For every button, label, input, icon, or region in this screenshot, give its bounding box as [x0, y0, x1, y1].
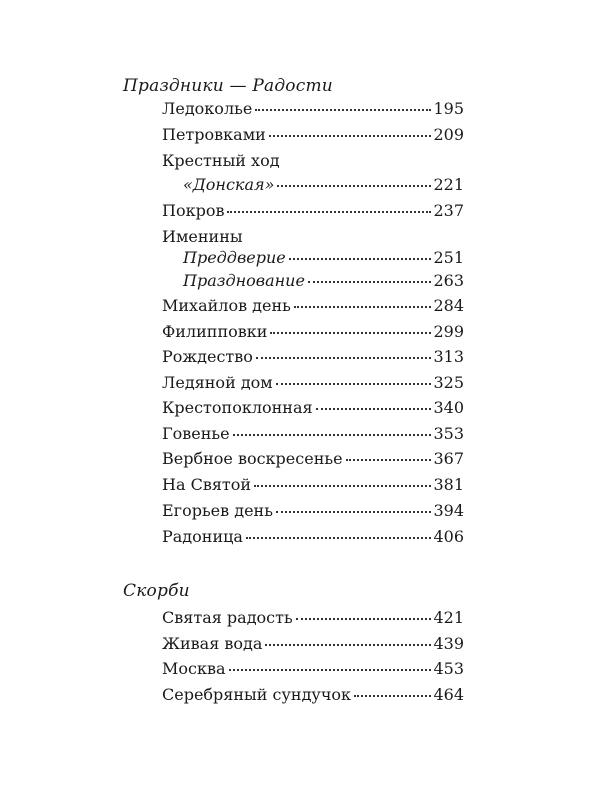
toc-entry-page: 284: [433, 296, 464, 315]
toc-entry-page: 209: [433, 125, 464, 144]
leader-dots: [308, 280, 432, 283]
toc-entry-page: 367: [433, 449, 464, 468]
toc-entry[interactable]: [162, 659, 464, 679]
toc-entry-label: Радоница: [162, 527, 243, 546]
leader-dots: [255, 108, 431, 111]
leader-dots: [256, 356, 432, 359]
toc-entry[interactable]: [162, 424, 464, 444]
toc-entry-label: Вербное воскресенье: [162, 449, 343, 468]
toc-entry-label: Михайлов день: [162, 296, 291, 315]
leader-dots: [316, 407, 432, 410]
toc-entry-label: Егорьев день: [162, 501, 273, 520]
toc-subentry[interactable]: [183, 175, 464, 195]
toc-group-heading: Крестный ход: [162, 151, 280, 170]
toc-entry-label: Рождество: [162, 347, 253, 366]
leader-dots: [277, 184, 431, 187]
leader-dots: [229, 668, 432, 671]
toc-entry-label: Живая вода: [162, 634, 263, 653]
toc-entry-label: Покров: [162, 201, 225, 220]
section-title-holidays: Праздники — Радости: [123, 76, 333, 96]
leader-dots: [296, 617, 432, 620]
leader-dots: [270, 331, 431, 334]
toc-entry-page: 340: [433, 398, 464, 417]
leader-dots: [276, 382, 432, 385]
toc-entry-label: На Святой: [162, 475, 252, 494]
toc-entry[interactable]: [162, 99, 464, 119]
toc-entry-label: Говенье: [162, 424, 230, 443]
toc-entry-page: 406: [433, 527, 464, 546]
leader-dots: [346, 458, 432, 461]
toc-entry[interactable]: [162, 201, 464, 221]
leader-dots: [354, 694, 431, 697]
toc-subentry-page: 251: [433, 248, 464, 267]
toc-entry-page: 439: [433, 634, 464, 653]
leader-dots: [227, 210, 431, 213]
leader-dots: [276, 510, 432, 513]
leader-dots: [254, 484, 431, 487]
toc-entry-label: Ледокольe: [162, 99, 253, 118]
toc-entry-page: 195: [433, 99, 464, 118]
leader-dots: [246, 536, 432, 539]
toc-entry[interactable]: [162, 608, 464, 628]
toc-entry-label: Москва: [162, 659, 226, 678]
toc-entry-label: Петровками: [162, 125, 266, 144]
leader-dots: [233, 433, 432, 436]
toc-subentry-label: Преддверие: [183, 248, 286, 267]
leader-dots: [294, 305, 432, 308]
toc-entry-page: 325: [433, 373, 464, 392]
toc-subentry[interactable]: [183, 248, 464, 268]
toc-entry-page: 421: [433, 608, 464, 627]
toc-entry-page: 313: [433, 347, 464, 366]
toc-entry[interactable]: [162, 347, 464, 367]
toc-entry-page: 299: [433, 322, 464, 341]
leader-dots: [269, 134, 432, 137]
toc-entry[interactable]: [162, 501, 464, 521]
toc-entry-label: Серебряный сундучок: [162, 685, 352, 704]
toc-entry-page: 453: [433, 659, 464, 678]
toc-entry-label: Филипповки: [162, 322, 268, 341]
toc-entry-label: Ледяной дом: [162, 373, 273, 392]
toc-entry-page: 464: [433, 685, 464, 704]
toc-entry-page: 394: [433, 501, 464, 520]
toc-subentry-page: 221: [433, 175, 464, 194]
toc-entry[interactable]: [162, 322, 464, 342]
toc-entry-page: 353: [433, 424, 464, 443]
toc-entry[interactable]: [162, 449, 464, 469]
toc-entry-page: 237: [433, 201, 464, 220]
toc-entry[interactable]: [162, 634, 464, 654]
toc-entry[interactable]: [162, 685, 464, 705]
toc-entry-label: Святая радость: [162, 608, 293, 627]
toc-entry[interactable]: [162, 398, 464, 418]
leader-dots: [289, 257, 432, 260]
toc-entry[interactable]: [162, 125, 464, 145]
leader-dots: [265, 643, 431, 646]
toc-subentry-label: Празднование: [183, 271, 305, 290]
toc-entry[interactable]: [162, 527, 464, 547]
toc-entry[interactable]: [162, 475, 464, 495]
toc-entry-label: Крестопоклонная: [162, 398, 313, 417]
toc-subentry[interactable]: [183, 271, 464, 291]
toc-subentry-page: 263: [433, 271, 464, 290]
toc-entry-page: 381: [433, 475, 464, 494]
toc-group-heading: Именины: [162, 227, 243, 246]
toc-subentry-label: «Донская»: [183, 175, 275, 194]
toc-entry[interactable]: [162, 296, 464, 316]
toc-entry[interactable]: [162, 373, 464, 393]
section-title-sorrows: Скорби: [123, 581, 190, 601]
